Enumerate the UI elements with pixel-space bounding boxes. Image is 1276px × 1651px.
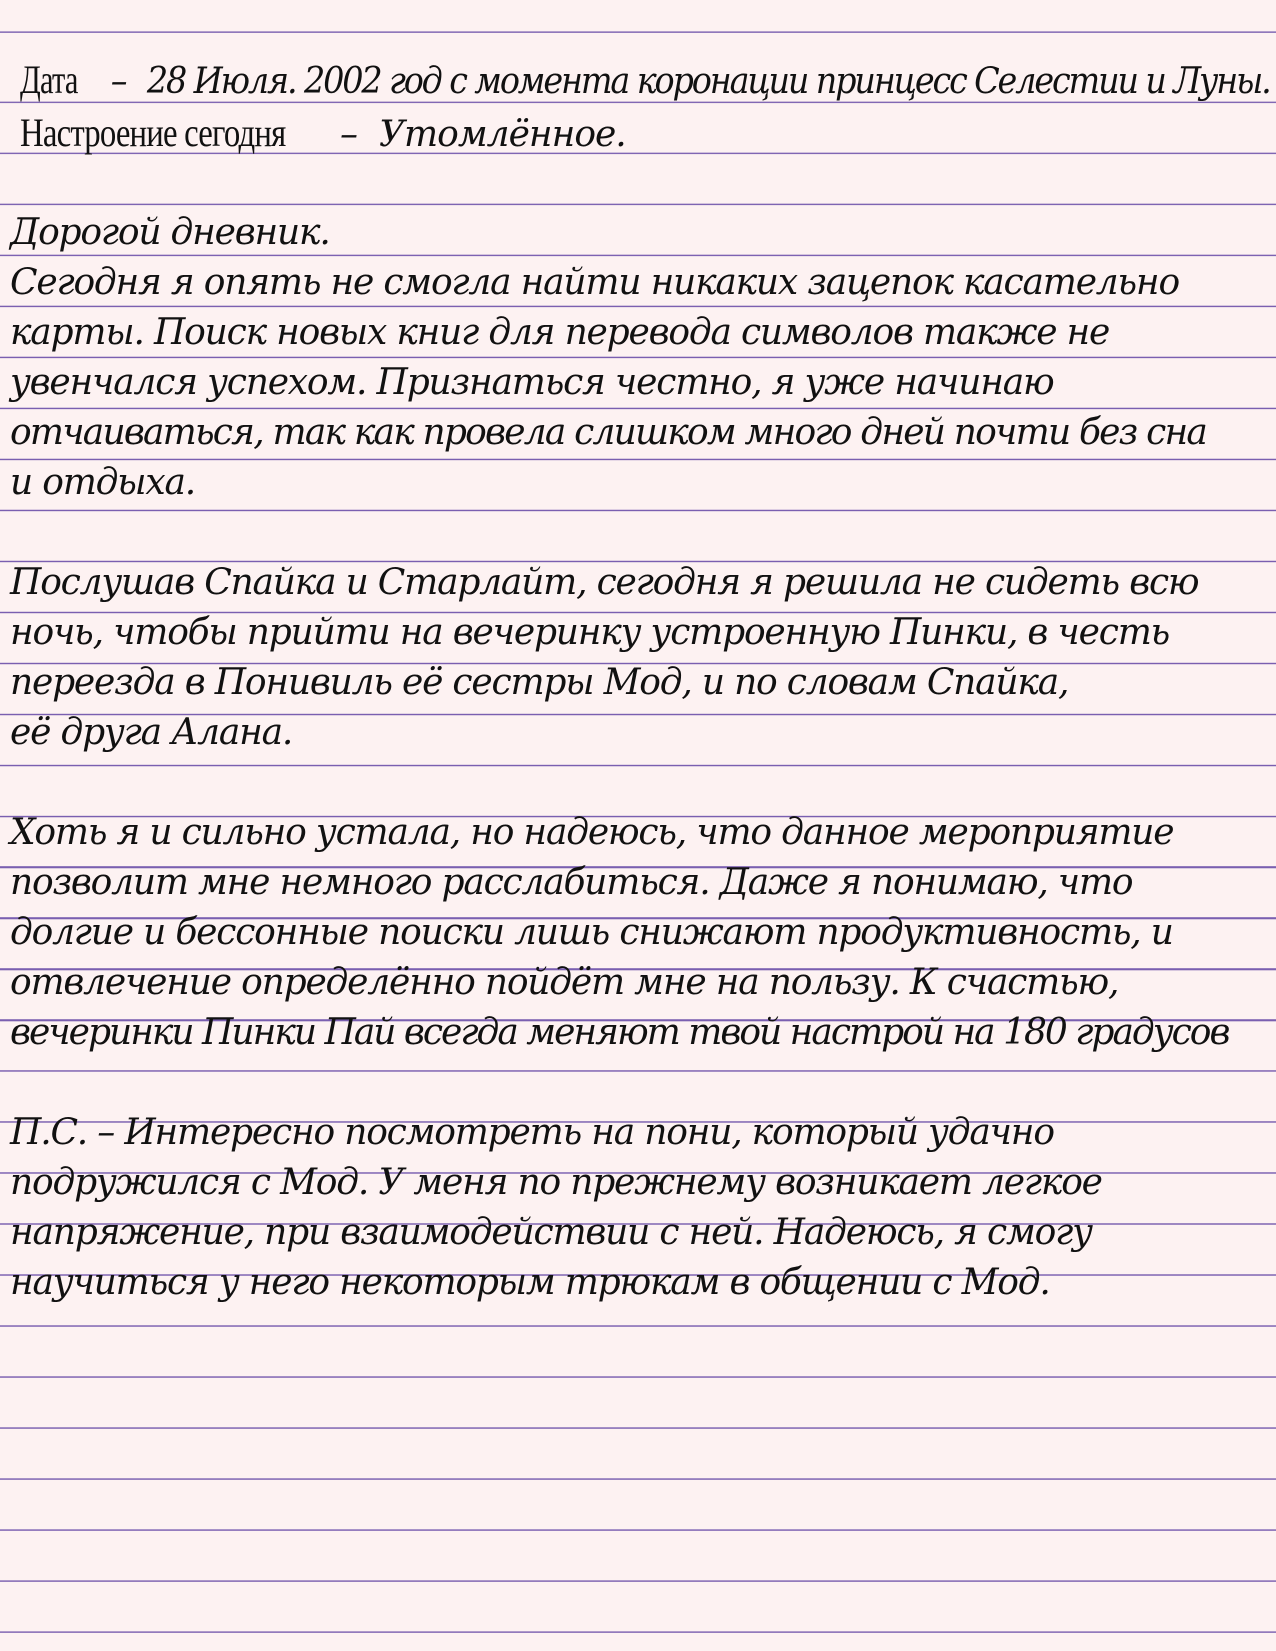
paragraph-3-line-4: отвлечение определённо пойдёт мне на пользу. К счастью, bbox=[10, 962, 1119, 1003]
paragraph-3-line-3: долгие и бессонные поиски лишь снижают продуктивность, и bbox=[10, 912, 1173, 953]
paragraph-1-line-5: и отдыха. bbox=[10, 462, 195, 503]
mood-value: Утомлённое. bbox=[379, 114, 626, 155]
paragraph-2-line-1: Послушав Спайка и Старлайт, сегодня я решила не сидеть всю bbox=[10, 562, 1199, 603]
paragraph-3-line-5: вечеринки Пинки Пай всегда меняют твой настрой на 180 градусов bbox=[10, 1012, 1229, 1053]
greeting: Дорогой дневник. bbox=[10, 212, 330, 253]
postscript-line-1: П.С. – Интересно посмотреть на пони, который удачно bbox=[10, 1112, 1054, 1153]
paragraph-2-line-2: ночь, чтобы прийти на вечеринку устроенную Пинки, в честь bbox=[10, 612, 1170, 653]
paragraph-1-line-1: Сегодня я опять не смогла найти никаких зацепок касательно bbox=[10, 262, 1179, 303]
paragraph-2-line-4: её друга Алана. bbox=[10, 712, 293, 753]
paragraph-3-line-2: позволит мне немного расслабиться. Даже я понимаю, что bbox=[10, 862, 1133, 903]
postscript-line-4: научиться у него некоторым трюкам в общении с Мод. bbox=[10, 1262, 1050, 1303]
paragraph-1-line-3: увенчался успехом. Признаться честно, я уже начинаю bbox=[10, 362, 1054, 403]
postscript-line-2: подружился с Мод. У меня по прежнему возникает легкое bbox=[10, 1162, 1102, 1203]
paragraph-1-line-2: карты. Поиск новых книг для перевода символов также не bbox=[10, 312, 1110, 353]
date-line bbox=[20, 55, 1270, 105]
postscript-line-3: напряжение, при взаимодействии с ней. Надеюсь, я смогу bbox=[10, 1212, 1092, 1253]
mood-line bbox=[20, 108, 626, 158]
paragraph-2-line-3: переезда в Понивиль её сестры Мод, и по словам Спайка, bbox=[10, 662, 1069, 703]
paragraph-3-line-1: Хоть я и сильно устала, но надеюсь, что данное мероприятие bbox=[10, 812, 1174, 853]
mood-label: Настроение сегодня bbox=[20, 110, 286, 155]
paragraph-1-line-4: отчаиваться, так как провела слишком много дней почти без сна bbox=[10, 412, 1207, 453]
mood-separator: – bbox=[340, 114, 357, 155]
date-value: 28 Июля. 2002 год с момента коронации принцесс Селестии и Луны. bbox=[146, 61, 1270, 102]
date-separator: – bbox=[110, 61, 127, 102]
date-label: Дата bbox=[20, 57, 78, 102]
